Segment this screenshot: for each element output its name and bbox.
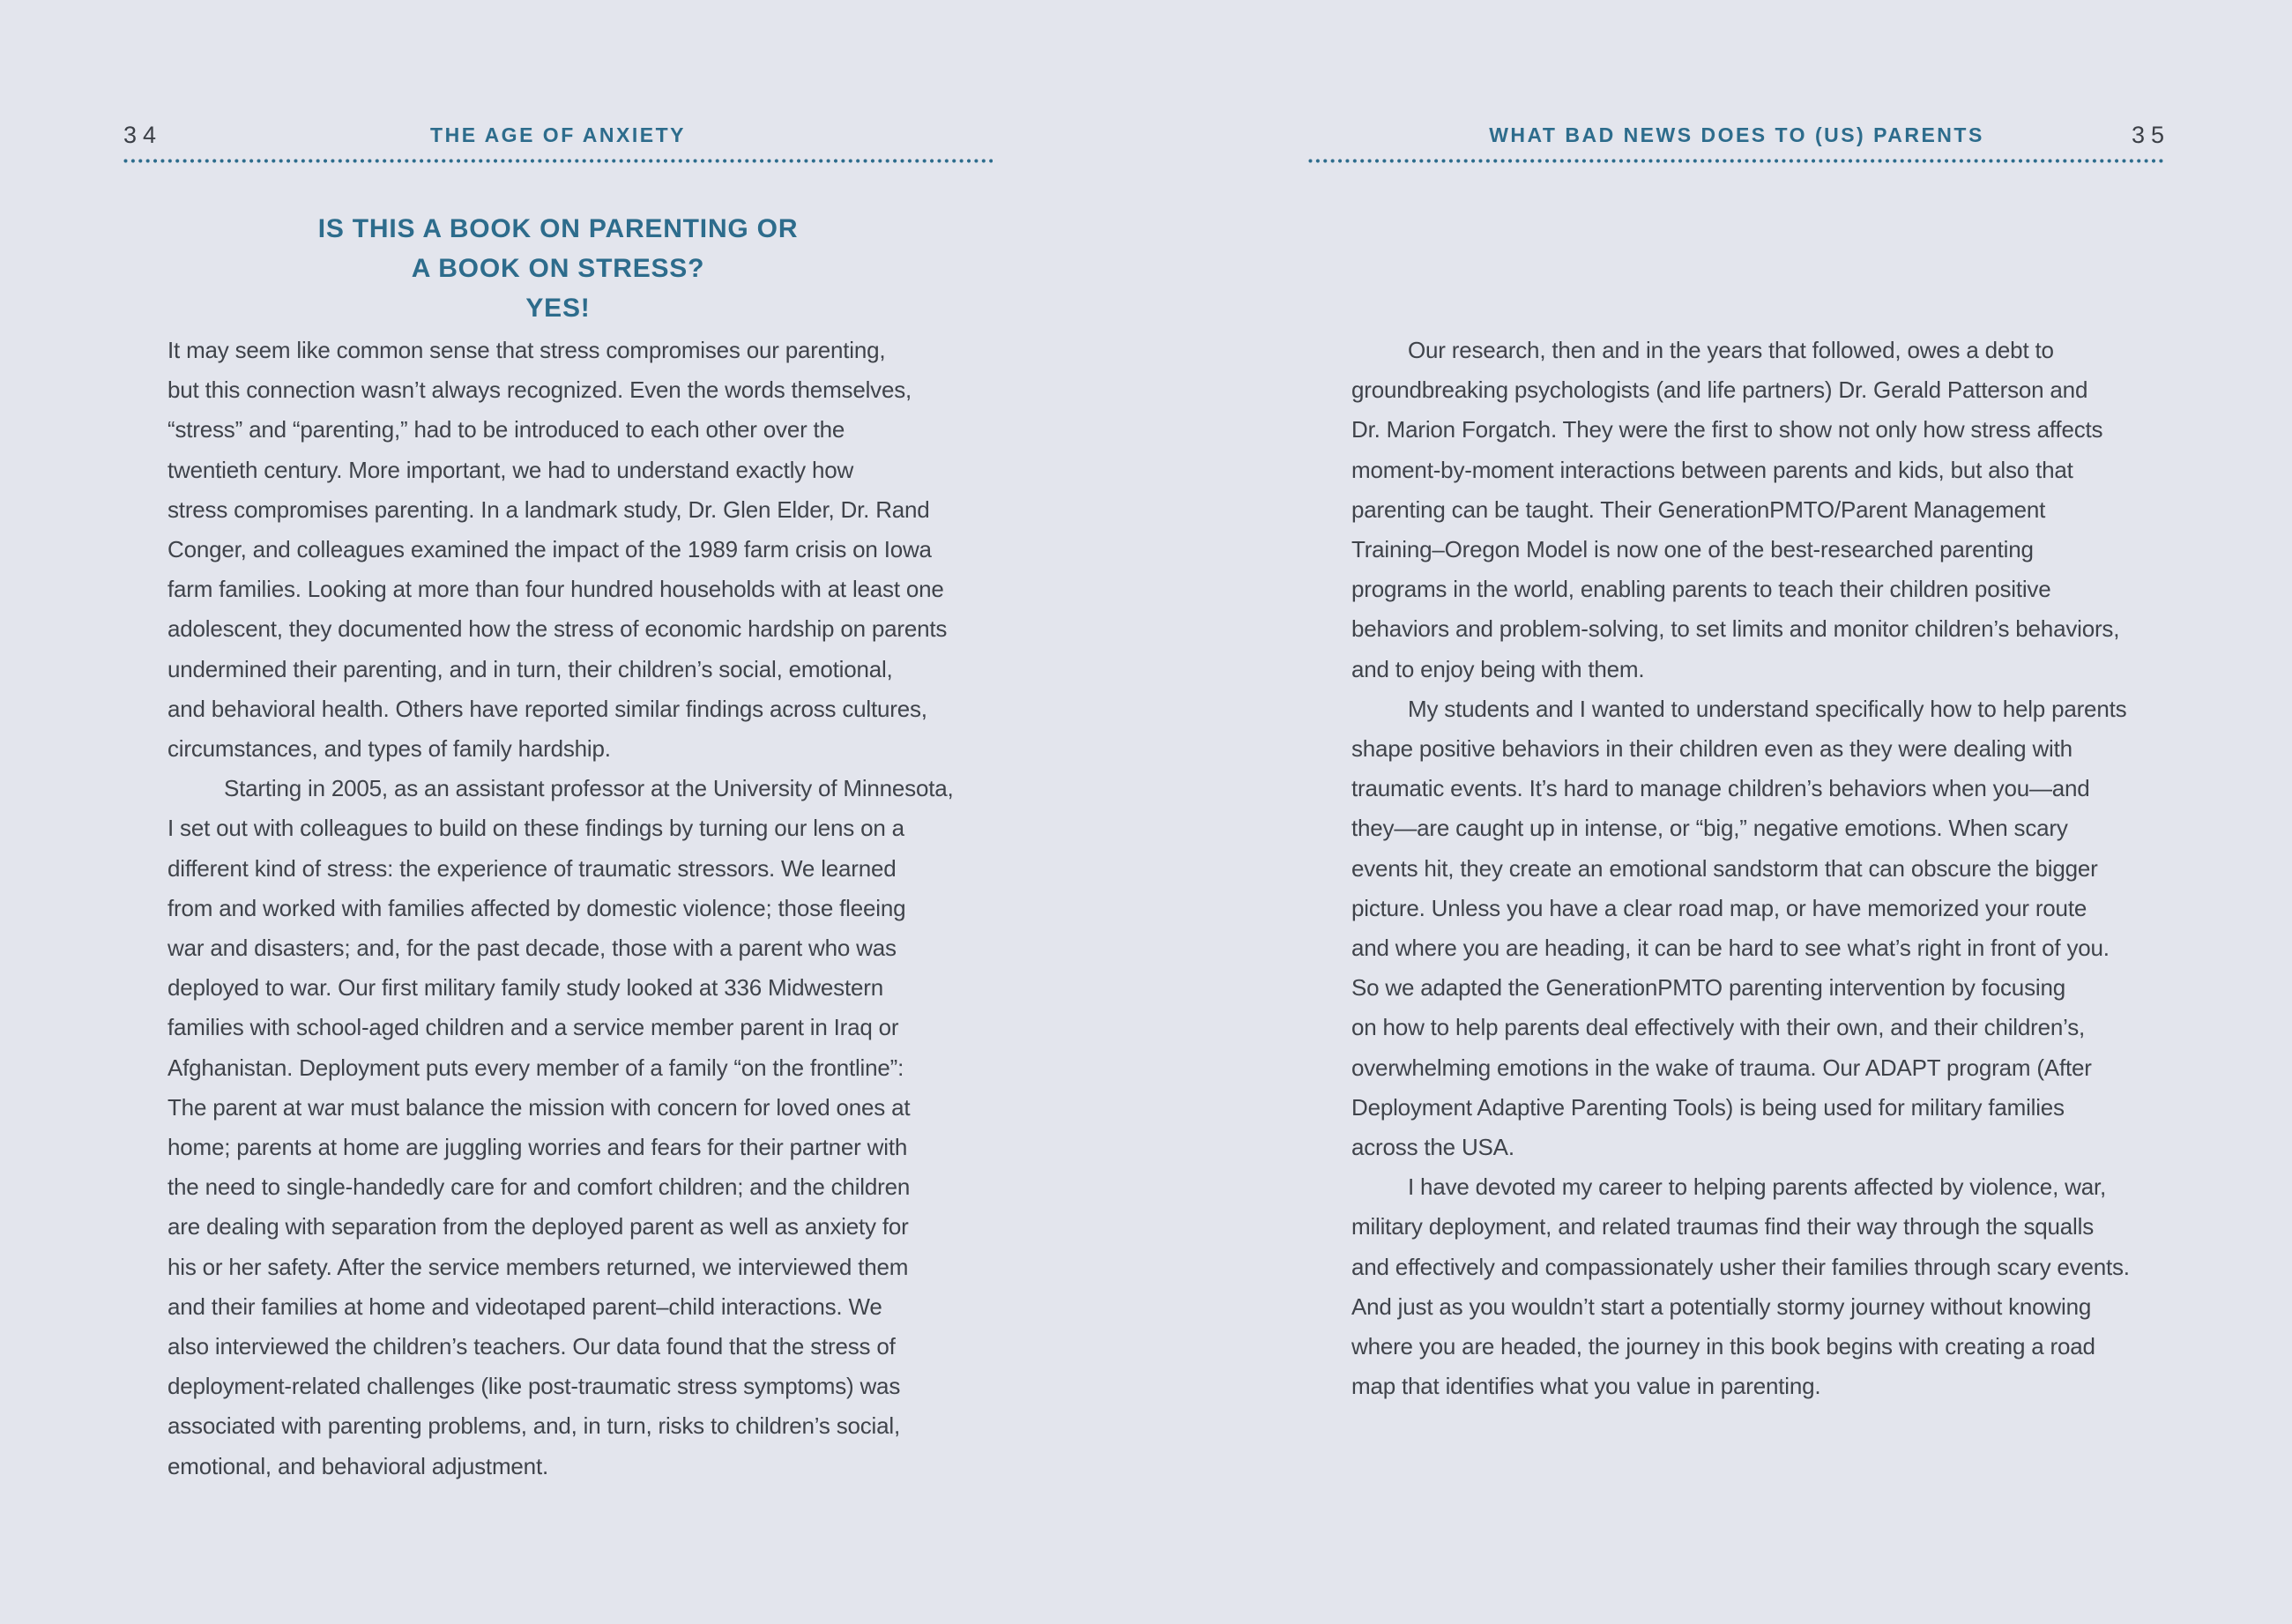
page-number: 35: [2131, 122, 2170, 148]
text-line: and to enjoy being with them.: [1351, 655, 1645, 682]
text-line: adolescent, they documented how the stress of economic hardship on parents: [167, 615, 948, 643]
text-line: I set out with colleagues to build on these findings by turning our lens on a: [167, 815, 904, 842]
dotted-rule: [123, 159, 993, 163]
text-line: families with school-aged children and a service member parent in Iraq or: [167, 1014, 899, 1041]
text-line: emotional, and behavioral adjustment.: [167, 1452, 548, 1479]
text-line: Afghanistan. Deployment puts every member of a family “on the frontline”:: [167, 1054, 904, 1081]
text-line: associated with parenting problems, and, in turn, risks to children’s social,: [167, 1412, 900, 1440]
text-line: events hit, they create an emotional sandstorm that can obscure the bigger: [1351, 854, 2098, 882]
text-line: circumstances, and types of family hardship.: [167, 735, 611, 763]
dotted-rule: [1308, 159, 2165, 163]
text-line: Dr. Marion Forgatch. They were the first to show not only how stress affects: [1351, 416, 2103, 443]
text-line: and where you are heading, it can be hard to see what’s right in front of you.: [1351, 935, 2110, 962]
text-line: from and worked with families affected by domestic violence; those fleeing: [167, 894, 906, 921]
section-heading-line: A BOOK ON STRESS?: [411, 254, 705, 284]
text-line: programs in the world, enabling parents to teach their children positive: [1351, 576, 2051, 603]
right-page: [1308, 0, 2170, 1624]
text-line: military deployment, and related traumas find their way through the squalls: [1351, 1213, 2094, 1240]
text-line: stress compromises parenting. In a landmark study, Dr. Glen Elder, Dr. Rand: [167, 495, 930, 523]
text-line: farm families. Looking at more than four hundred households with at least one: [167, 576, 944, 603]
text-line: I have devoted my career to helping parents affected by violence, war,: [1408, 1173, 2107, 1201]
text-line: The parent at war must balance the mission with concern for loved ones at: [167, 1093, 911, 1121]
text-line: across the USA.: [1351, 1134, 1514, 1161]
text-line: and behavioral health. Others have reported similar findings across cultures,: [167, 695, 927, 722]
section-heading-line: YES!: [525, 294, 591, 324]
text-line: overwhelming emotions in the wake of trauma. Our ADAPT program (After: [1351, 1054, 2092, 1081]
text-line: deployed to war. Our first military family study looked at 336 Midwestern: [167, 974, 883, 1002]
text-line: My students and I wanted to understand specifically how to help parents: [1408, 695, 2127, 722]
running-head: WHAT BAD NEWS DOES TO (US) PARENTS: [1489, 123, 1984, 146]
page-number: 34: [123, 122, 163, 148]
text-line: parenting can be taught. Their GenerationPMTO/Parent Management: [1351, 495, 2046, 523]
text-line: groundbreaking psychologists (and life partners) Dr. Gerald Patterson and: [1351, 376, 2088, 404]
text-line: behaviors and problem-solving, to set limits and monitor children’s behaviors,: [1351, 615, 2120, 643]
text-line: war and disasters; and, for the past decade, those with a parent who was: [167, 935, 897, 962]
paragraph: [1351, 331, 2168, 689]
body-text: [1351, 331, 2168, 1406]
text-line: Deployment Adaptive Parenting Tools) is being used for military families: [1351, 1093, 2065, 1121]
text-line: different kind of stress: the experience of traumatic stressors. We learned: [167, 854, 897, 882]
text-line: “stress” and “parenting,” had to be introduced to each other over the: [167, 416, 845, 443]
text-line: It may seem like common sense that stress compromises our parenting,: [167, 337, 886, 363]
text-line: So we adapted the GenerationPMTO parenting intervention by focusing: [1351, 974, 2065, 1002]
text-line: map that identifies what you value in parenting.: [1351, 1373, 1821, 1400]
text-line: traumatic events. It’s hard to manage children’s behaviors when you—and: [1351, 775, 2090, 802]
text-line: are dealing with separation from the deployed parent as well as anxiety for: [167, 1213, 909, 1240]
text-line: picture. Unless you have a clear road map, or have memorized your route: [1351, 894, 2087, 921]
text-line: but this connection wasn’t always recognized. Even the words themselves,: [167, 376, 912, 404]
text-line: And just as you wouldn’t start a potentially stormy journey without knowing: [1351, 1292, 2092, 1320]
text-line: undermined their parenting, and in turn, their children’s social, emotional,: [167, 655, 893, 682]
paragraph: [1351, 689, 2168, 1167]
body-text: [167, 331, 989, 1486]
text-line: they—are caught up in intense, or “big,” negative emotions. When scary: [1351, 815, 2068, 842]
text-line: and their families at home and videotaped parent–child interactions. We: [167, 1292, 882, 1320]
paragraph: [1351, 1167, 2168, 1406]
text-line: his or her safety. After the service members returned, we interviewed them: [167, 1253, 909, 1280]
paragraph: [167, 331, 989, 769]
text-line: Our research, then and in the years that followed, owes a debt to: [1408, 337, 2054, 363]
text-line: deployment-related challenges (like post-traumatic stress symptoms) was: [167, 1373, 901, 1400]
text-line: moment-by-moment interactions between parents and kids, but also that: [1351, 456, 2073, 483]
text-line: twentieth century. More important, we had to understand exactly how: [167, 456, 854, 483]
text-line: the need to single-handedly care for and comfort children; and the children: [167, 1173, 911, 1201]
text-line: home; parents at home are juggling worries and fears for their partner with: [167, 1134, 908, 1161]
section-heading-line: IS THIS A BOOK ON PARENTING OR: [317, 214, 799, 243]
paragraph: [167, 769, 989, 1486]
section-heading: [123, 209, 993, 329]
text-line: on how to help parents deal effectively with their own, and their children’s,: [1351, 1014, 2086, 1041]
text-line: also interviewed the children’s teachers. Our data found that the stress of: [167, 1333, 896, 1360]
text-line: and effectively and compassionately usher their families through scary events.: [1351, 1253, 2130, 1280]
running-head: THE AGE OF ANXIETY: [430, 123, 686, 146]
text-line: where you are headed, the journey in this book begins with creating a road: [1351, 1333, 2095, 1360]
text-line: Conger, and colleagues examined the impact of the 1989 farm crisis on Iowa: [167, 536, 932, 563]
left-page: [123, 0, 993, 1624]
text-line: Training–Oregon Model is now one of the best-researched parenting: [1351, 536, 2034, 563]
text-line: shape positive behaviors in their children even as they were dealing with: [1351, 735, 2072, 763]
text-line: Starting in 2005, as an assistant professor at the University of Minnesota,: [224, 775, 954, 802]
